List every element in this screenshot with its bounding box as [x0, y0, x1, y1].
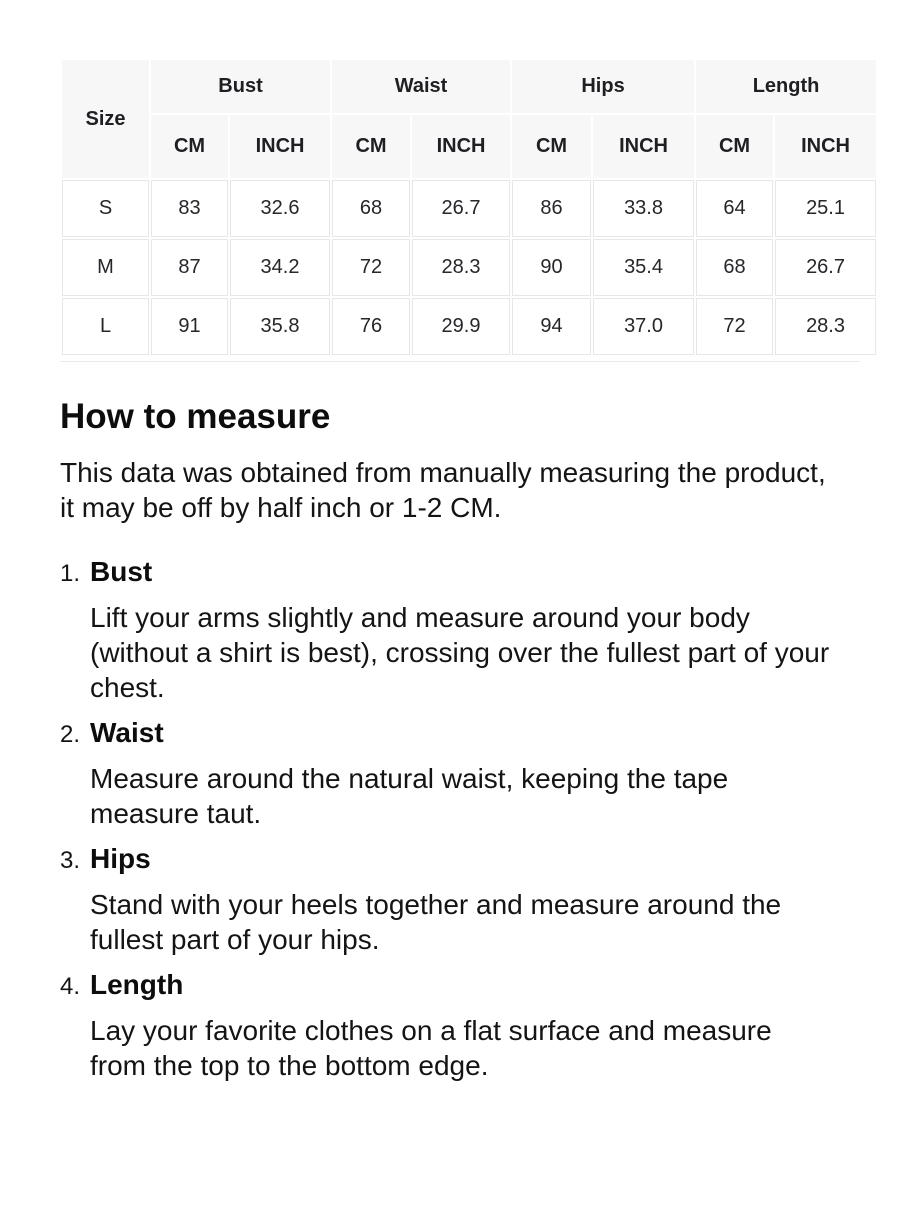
unit-header-bust-inch: INCH — [230, 115, 330, 178]
value-cell: 26.7 — [775, 239, 876, 296]
value-cell: 29.9 — [412, 298, 510, 355]
how-to-measure-heading: How to measure — [60, 397, 331, 436]
value-cell: 91 — [151, 298, 228, 355]
unit-header-length-cm: CM — [696, 115, 773, 178]
size-chart-table — [60, 58, 878, 357]
table-row-m — [62, 239, 876, 296]
unit-header-length-inch: INCH — [775, 115, 876, 178]
value-cell: 28.3 — [775, 298, 876, 355]
step-number: 4. — [60, 973, 81, 1000]
size-cell: M — [62, 239, 149, 296]
unit-header-waist-cm: CM — [332, 115, 410, 178]
unit-header-hips-cm: CM — [512, 115, 591, 178]
value-cell: 86 — [512, 180, 591, 237]
value-cell: 32.6 — [230, 180, 330, 237]
step-number: 1. — [60, 560, 81, 587]
value-cell: 26.7 — [412, 180, 510, 237]
unit-header-hips-inch: INCH — [593, 115, 694, 178]
value-cell: 35.4 — [593, 239, 694, 296]
value-cell: 28.3 — [412, 239, 510, 296]
value-cell: 76 — [332, 298, 410, 355]
value-cell: 72 — [332, 239, 410, 296]
step-term: Bust — [90, 556, 153, 587]
step-description: Stand with your heels together and measure around the fullest part of your hips. — [90, 889, 782, 955]
group-header-hips: Hips — [512, 60, 694, 113]
step-number: 3. — [60, 847, 81, 874]
value-cell: 68 — [696, 239, 773, 296]
unit-header-row — [62, 115, 876, 178]
group-header-row — [62, 60, 876, 113]
unit-header-waist-inch: INCH — [412, 115, 510, 178]
size-column-header: Size — [62, 60, 149, 178]
group-header-waist: Waist — [332, 60, 510, 113]
value-cell: 94 — [512, 298, 591, 355]
value-cell: 68 — [332, 180, 410, 237]
value-cell: 64 — [696, 180, 773, 237]
step-term-row — [60, 715, 860, 750]
step-item-bust — [60, 554, 860, 705]
step-term: Waist — [90, 717, 164, 748]
unit-header-bust-cm: CM — [151, 115, 228, 178]
group-header-length: Length — [696, 60, 876, 113]
step-item-waist — [60, 715, 860, 831]
value-cell: 90 — [512, 239, 591, 296]
step-term: Hips — [90, 843, 151, 874]
step-item-length — [60, 967, 860, 1083]
step-description: Lay your favorite clothes on a flat surface and measure from the top to the bottom edge. — [90, 1015, 772, 1081]
step-list — [60, 554, 860, 1083]
size-cell: L — [62, 298, 149, 355]
group-header-bust: Bust — [151, 60, 330, 113]
step-number: 2. — [60, 721, 81, 748]
value-cell: 72 — [696, 298, 773, 355]
value-cell: 87 — [151, 239, 228, 296]
value-cell: 35.8 — [230, 298, 330, 355]
how-to-measure-section — [60, 396, 860, 1083]
step-description: Lift your arms slightly and measure around your body (without a shirt is best), crossing over the fullest part of your chest. — [90, 602, 830, 703]
step-description: Measure around the natural waist, keeping the tape measure taut. — [90, 763, 729, 829]
step-term-row — [60, 841, 860, 876]
intro-paragraph: This data was obtained from manually measuring the product, it may be off by half inch or 1-2 CM. — [60, 457, 826, 523]
step-item-hips — [60, 841, 860, 957]
step-term-row — [60, 967, 860, 1002]
size-chart — [60, 58, 860, 362]
table-row-s — [62, 180, 876, 237]
value-cell: 33.8 — [593, 180, 694, 237]
value-cell: 83 — [151, 180, 228, 237]
value-cell: 37.0 — [593, 298, 694, 355]
step-term: Length — [90, 969, 184, 1000]
size-cell: S — [62, 180, 149, 237]
table-row-l — [62, 298, 876, 355]
value-cell: 34.2 — [230, 239, 330, 296]
step-term-row — [60, 554, 860, 589]
value-cell: 25.1 — [775, 180, 876, 237]
